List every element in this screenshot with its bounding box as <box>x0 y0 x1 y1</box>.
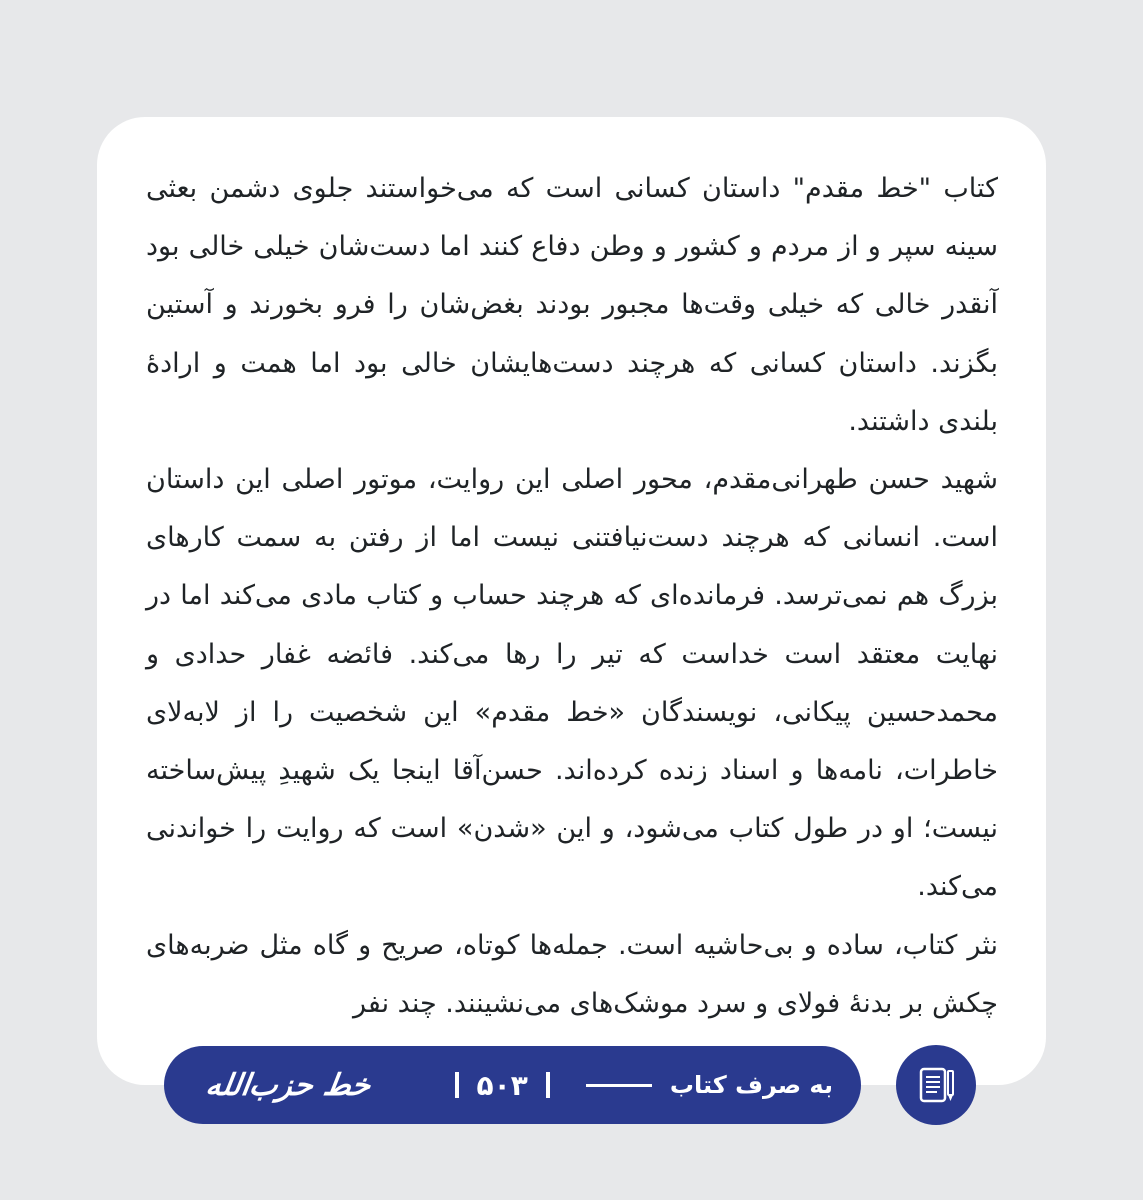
paragraph-2: شهید حسن طهرانی‌مقدم، محور اصلی این روایت، موتور اصلی این داستان است. انسانی که هرچند دست‌نیافتنی نیست اما از رفتن به سمت کارهای بزرگ هم نمی‌ترسد. فرمانده‌ای که هرچند حساب و کتاب مادی می‌کند اما در نهایت معتقد است خداست که تیر را رها می‌کند. فائضه غفار حدادی و محمدحسین پیکانی، نویسندگان «خط مقدم» این شخصیت را از لابه‌لای خاطرات، نامه‌ها و اسناد زنده کرده‌اند. حسن‌آقا اینجا یک شهیدِ پیش‌ساخته نیست؛ او در طول کتاب می‌شود، و این «شدن» است که روایت را خواندنی می‌کند. <box>146 464 998 903</box>
paragraph-3: نثر کتاب، ساده و بی‌حاشیه است. جمله‌ها کوتاه، صریح و گاه مثل ضربه‌های چکش بر بدنۀ فولای و سرد موشک‌های می‌نشینند. چند نفر <box>146 929 998 1019</box>
section-label: به صرف کتاب <box>669 1071 833 1099</box>
paragraph-1: کتاب "خط مقدم" داستان کسانی است که می‌خواستند جلوی دشمن بعثی سینه سپر و از مردم و کشور و وطن دفاع کنند اما دست‌شان خیلی خالی بود آنقدر خالی که خیلی وقت‌ها مجبور بودند بغض‌شان را فرو بخورند و آستین بگزند. داستان کسانی که هرچند دست‌هایشان خالی بود اما همت و ارادۀ بلندی داشتند. <box>146 173 998 437</box>
footer-bar <box>164 1046 861 1124</box>
issue-number: ۵۰۳ <box>476 1068 528 1102</box>
separator-left <box>455 1072 459 1098</box>
notebook-pen-icon <box>896 1045 976 1125</box>
separator-right <box>546 1072 550 1098</box>
article-body <box>146 160 998 1033</box>
brand-logo: خط حزب‌الله <box>203 1067 373 1103</box>
label-dash <box>586 1084 652 1087</box>
